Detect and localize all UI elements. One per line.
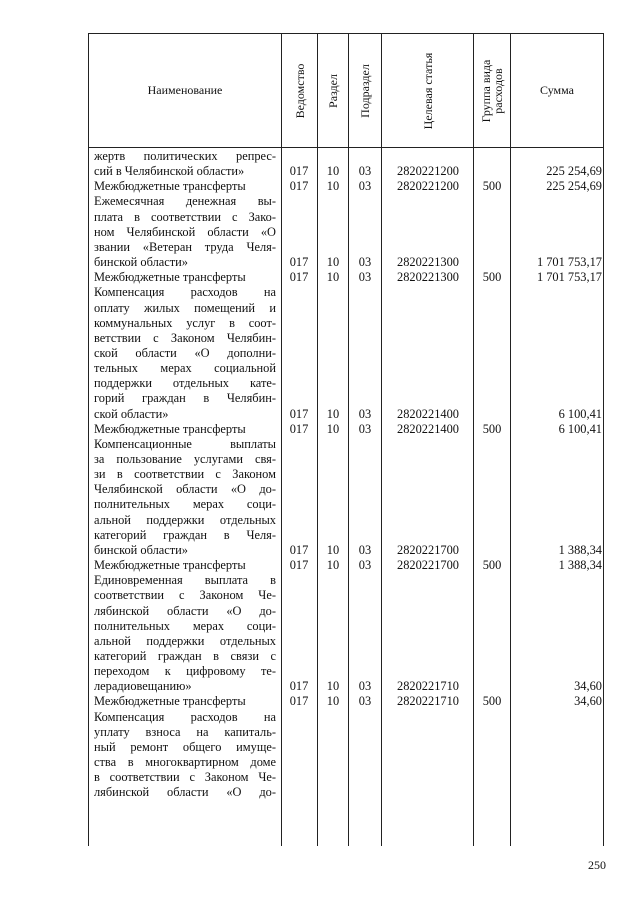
row-summa: 1 388,34 bbox=[558, 542, 602, 557]
row-name-text: звании «Ветеран труда Челя- bbox=[94, 239, 276, 254]
row-name-text: Компенсационные выплаты bbox=[94, 436, 276, 451]
row-gruppa: 500 bbox=[482, 694, 502, 709]
page-number: 250 bbox=[588, 858, 606, 872]
row-ved: 017 bbox=[289, 421, 309, 436]
row-name-text: Межбюджетные трансферты bbox=[94, 694, 246, 709]
col-border-right bbox=[603, 33, 604, 846]
row-razdel: 10 bbox=[326, 679, 340, 694]
row-podrazdel: 03 bbox=[358, 164, 372, 179]
row-name-text: горий граждан в Челябин- bbox=[94, 391, 276, 406]
row-name-text: ской области «О дополни- bbox=[94, 345, 276, 360]
row-razdel: 10 bbox=[326, 421, 340, 436]
row-name-text: оплату жилых помещений и bbox=[94, 300, 276, 315]
header-ved bbox=[282, 34, 317, 147]
row-razdel: 10 bbox=[326, 270, 340, 285]
row-razdel: 10 bbox=[326, 694, 340, 709]
row-podrazdel: 03 bbox=[358, 558, 372, 573]
row-razdel: 10 bbox=[326, 558, 340, 573]
row-summa: 1 701 753,17 bbox=[536, 270, 602, 285]
row-razdel: 10 bbox=[326, 179, 340, 194]
row-podrazdel: 03 bbox=[358, 694, 372, 709]
row-summa: 225 254,69 bbox=[546, 179, 602, 194]
row-gruppa: 500 bbox=[482, 270, 502, 285]
col-border-gruppa bbox=[473, 33, 474, 846]
row-ved: 017 bbox=[289, 542, 309, 557]
row-name-text: ный ремонт общего имуще- bbox=[94, 739, 276, 754]
header-bottom-border bbox=[88, 147, 604, 148]
row-name-text: ской области» bbox=[94, 406, 169, 421]
row-ved: 017 bbox=[289, 694, 309, 709]
row-name-text: лерадиовещанию» bbox=[94, 679, 192, 694]
row-name-text: плата в соответствии с Зако- bbox=[94, 209, 276, 224]
row-celevaya: 2820221200 bbox=[397, 179, 459, 194]
col-border-ved bbox=[281, 33, 282, 846]
header-razdel bbox=[318, 34, 348, 147]
row-name-text: ства в многоквартирном доме bbox=[94, 755, 276, 769]
row-podrazdel: 03 bbox=[358, 406, 372, 421]
row-gruppa: 500 bbox=[482, 179, 502, 194]
row-podrazdel: 03 bbox=[358, 679, 372, 694]
row-name-text: Единовременная выплата в bbox=[94, 573, 276, 588]
row-celevaya: 2820221300 bbox=[397, 270, 459, 285]
row-ved: 017 bbox=[289, 270, 309, 285]
col-border-celevaya bbox=[381, 33, 382, 846]
row-podrazdel: 03 bbox=[358, 542, 372, 557]
header-gruppa-line1: Группа вида bbox=[479, 59, 493, 122]
header-gruppa bbox=[474, 34, 510, 147]
row-podrazdel: 03 bbox=[358, 421, 372, 436]
row-celevaya: 2820221710 bbox=[397, 694, 459, 709]
row-summa: 1 388,34 bbox=[558, 558, 602, 573]
row-name-text: лябинской области «О до- bbox=[94, 603, 276, 618]
row-celevaya: 2820221400 bbox=[397, 421, 459, 436]
row-summa: 6 100,41 bbox=[558, 406, 602, 421]
col-border-razdel bbox=[317, 33, 318, 846]
row-name-text: соответствии с Законом Че- bbox=[94, 588, 276, 603]
row-razdel: 10 bbox=[326, 255, 340, 270]
row-name-text: Межбюджетные трансферты bbox=[94, 179, 246, 194]
row-name-text: жертв политических репрес- bbox=[94, 149, 276, 163]
header-name bbox=[89, 34, 281, 147]
row-celevaya: 2820221710 bbox=[397, 679, 459, 694]
row-celevaya: 2820221400 bbox=[397, 406, 459, 421]
row-name-text: полнительных мерах соци- bbox=[94, 497, 276, 512]
row-name-text: категорий граждан в Челя- bbox=[94, 527, 276, 542]
row-name-text: Ежемесячная денежная вы- bbox=[94, 194, 276, 209]
header-summa-text: Сумма bbox=[540, 83, 574, 97]
row-name-text: уплату взноса на капиталь- bbox=[94, 724, 276, 739]
row-celevaya: 2820221200 bbox=[397, 164, 459, 179]
row-ved: 017 bbox=[289, 255, 309, 270]
row-name-text: категорий граждан в связи с bbox=[94, 648, 276, 663]
row-name-text: Челябинской области «О до- bbox=[94, 482, 276, 497]
row-podrazdel: 03 bbox=[358, 270, 372, 285]
row-name-text: лябинской области «О до- bbox=[94, 785, 276, 800]
row-name-text: альной поддержки отдельных bbox=[94, 512, 276, 527]
header-ved-text: Ведомство bbox=[292, 63, 307, 118]
row-name-text: бинской области» bbox=[94, 542, 188, 557]
row-ved: 017 bbox=[289, 406, 309, 421]
row-podrazdel: 03 bbox=[358, 179, 372, 194]
row-celevaya: 2820221300 bbox=[397, 255, 459, 270]
row-name-text: сий в Челябинской области» bbox=[94, 164, 245, 179]
header-podrazdel-text: Подраздел bbox=[358, 63, 372, 118]
row-name-text: Межбюджетные трансферты bbox=[94, 421, 246, 436]
row-ved: 017 bbox=[289, 164, 309, 179]
row-ved: 017 bbox=[289, 558, 309, 573]
row-name-text: полнительных мерах соци- bbox=[94, 618, 276, 633]
row-celevaya: 2820221700 bbox=[397, 558, 459, 573]
row-name-text: за пользование услугами свя- bbox=[94, 452, 276, 466]
row-name-text: Компенсация расходов на bbox=[94, 709, 276, 724]
row-summa: 34,60 bbox=[574, 679, 602, 694]
row-name-text: Межбюджетные трансферты bbox=[94, 558, 246, 573]
col-border-summa bbox=[510, 33, 511, 846]
row-podrazdel: 03 bbox=[358, 255, 372, 270]
row-razdel: 10 bbox=[326, 164, 340, 179]
row-ved: 017 bbox=[289, 679, 309, 694]
row-name-text: коммунальных услуг в соот- bbox=[94, 315, 276, 330]
header-gruppa-text bbox=[480, 59, 504, 122]
header-razdel-text: Раздел bbox=[326, 73, 340, 108]
header-celevaya bbox=[382, 34, 473, 147]
header-celevaya-text: Целевая статья bbox=[420, 52, 435, 129]
row-razdel: 10 bbox=[326, 406, 340, 421]
row-name-text: тельных мерах социальной bbox=[94, 361, 276, 376]
row-name-text: альной поддержки отдельных bbox=[94, 633, 276, 648]
col-border-podrazdel bbox=[348, 33, 349, 846]
row-name-text: бинской области» bbox=[94, 255, 188, 270]
row-celevaya: 2820221700 bbox=[397, 542, 459, 557]
row-summa: 225 254,69 bbox=[546, 164, 602, 179]
header-summa bbox=[511, 34, 603, 147]
row-name-text: зи в соответствии с Законом bbox=[94, 467, 276, 482]
row-name-text: поддержки отдельных кате- bbox=[94, 376, 276, 391]
col-border-left bbox=[88, 33, 89, 846]
row-summa: 34,60 bbox=[574, 694, 602, 709]
header-podrazdel bbox=[349, 34, 381, 147]
row-name-text: переходом к цифровому те- bbox=[94, 664, 276, 679]
row-summa: 6 100,41 bbox=[558, 421, 602, 436]
row-ved: 017 bbox=[289, 179, 309, 194]
row-razdel: 10 bbox=[326, 542, 340, 557]
row-gruppa: 500 bbox=[482, 558, 502, 573]
header-name-text: Наименование bbox=[147, 83, 223, 97]
row-summa: 1 701 753,17 bbox=[536, 255, 602, 270]
row-name-text: Компенсация расходов на bbox=[94, 285, 276, 300]
row-name-text: ветствии с Законом Челябин- bbox=[94, 330, 276, 345]
row-name-text: в соответствии с Законом Че- bbox=[94, 770, 276, 785]
row-name-text: Межбюджетные трансферты bbox=[94, 270, 246, 285]
header-gruppa-line2: расходов bbox=[491, 67, 505, 114]
row-name-text: ном Челябинской области «О bbox=[94, 224, 276, 239]
row-gruppa: 500 bbox=[482, 421, 502, 436]
